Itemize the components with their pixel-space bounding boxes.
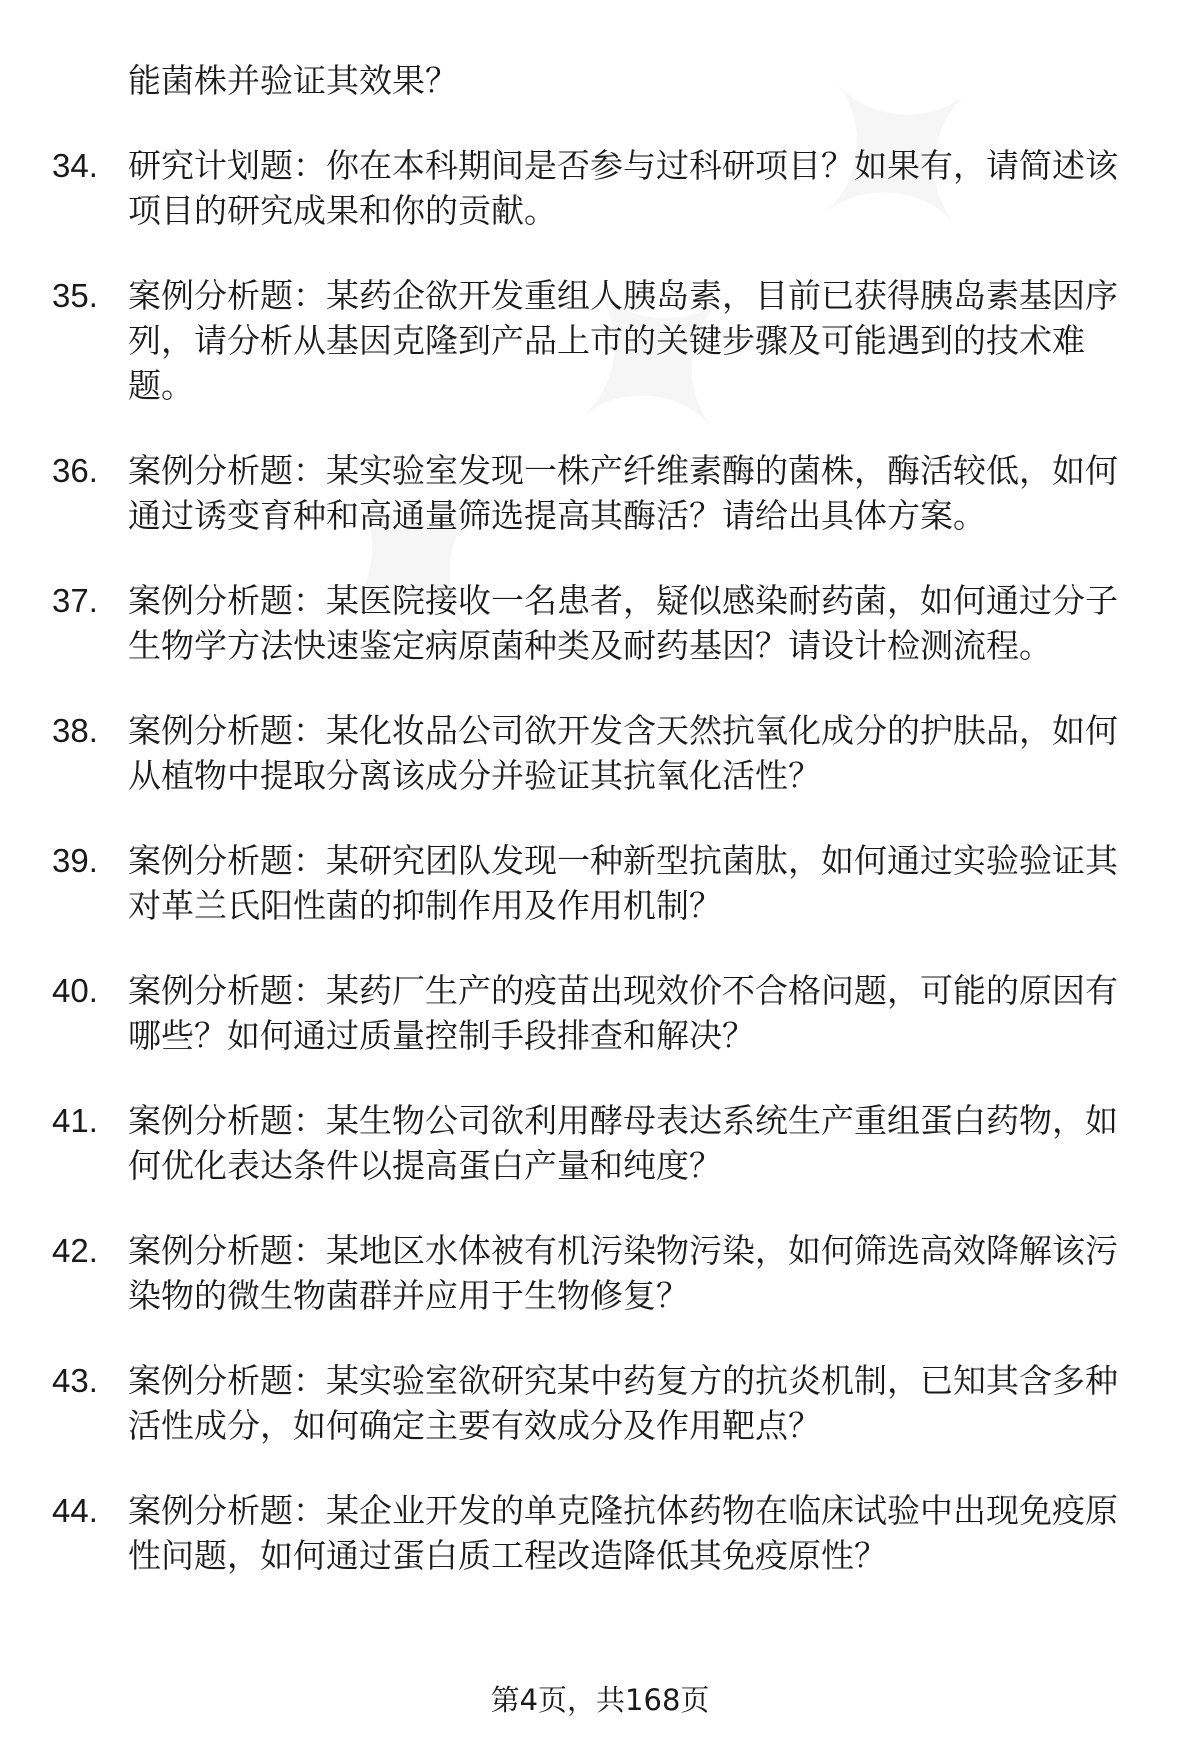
question-number: 43. [52,1362,98,1399]
question-item [0,143,1138,233]
question-number: 40. [52,972,98,1009]
question-item [0,1228,1138,1318]
question-text: 研究计划题：你在本科期间是否参与过科研项目？如果有，请简述该项目的研究成果和你的贡献。 [128,146,1118,230]
question-number: 39. [52,842,98,879]
question-number: 42. [52,1232,98,1269]
question-text: 案例分析题：某实验室发现一株产纤维素酶的菌株，酶活较低，如何通过诱变育种和高通量筛选提高其酶活？请给出具体方案。 [128,451,1118,535]
question-item [0,448,1138,538]
question-text: 案例分析题：某地区水体被有机污染物污染，如何筛选高效降解该污染物的微生物菌群并应用于生物修复？ [128,1231,1118,1315]
question-number: 35. [52,277,98,314]
question-item [0,1358,1138,1448]
question-number: 37. [52,582,98,619]
question-text: 案例分析题：某生物公司欲利用酵母表达系统生产重组蛋白药物，如何优化表达条件以提高蛋白产量和纯度？ [128,1101,1118,1185]
question-text: 案例分析题：某研究团队发现一种新型抗菌肽，如何通过实验验证其对革兰氏阳性菌的抑制作用及作用机制？ [128,841,1118,925]
question-number: 36. [52,452,98,489]
question-text: 案例分析题：某药企欲开发重组人胰岛素，目前已获得胰岛素基因序列，请分析从基因克隆到产品上市的关键步骤及可能遇到的技术难题。 [128,276,1118,405]
question-text: 案例分析题：某企业开发的单克隆抗体药物在临床试验中出现免疫原性问题，如何通过蛋白质工程改造降低其免疫原性？ [128,1491,1118,1575]
question-item [0,578,1138,668]
question-text: 案例分析题：某化妆品公司欲开发含天然抗氧化成分的护肤品，如何从植物中提取分离该成分并验证其抗氧化活性？ [128,711,1118,795]
question-text: 案例分析题：某药厂生产的疫苗出现效价不合格问题，可能的原因有哪些？如何通过质量控制手段排查和解决？ [128,971,1118,1055]
question-item [0,968,1138,1058]
question-number: 44. [52,1492,98,1529]
page-footer: 第4页，共168页 [490,1683,710,1717]
question-number: 34. [52,147,98,184]
question-item [0,708,1138,798]
question-number: 41. [52,1102,98,1139]
continuation-text: 能菌株并验证其效果？ [128,61,458,100]
question-text: 案例分析题：某实验室欲研究某中药复方的抗炎机制，已知其含多种活性成分，如何确定主要有效成分及作用靶点？ [128,1361,1118,1445]
question-list [0,58,1200,1618]
question-item [0,1488,1138,1578]
question-item [0,838,1138,928]
question-number: 38. [52,712,98,749]
question-item [0,273,1138,408]
question-item [0,1098,1138,1188]
question-text: 案例分析题：某医院接收一名患者，疑似感染耐药菌，如何通过分子生物学方法快速鉴定病原菌种类及耐药基因？请设计检测流程。 [128,581,1118,665]
